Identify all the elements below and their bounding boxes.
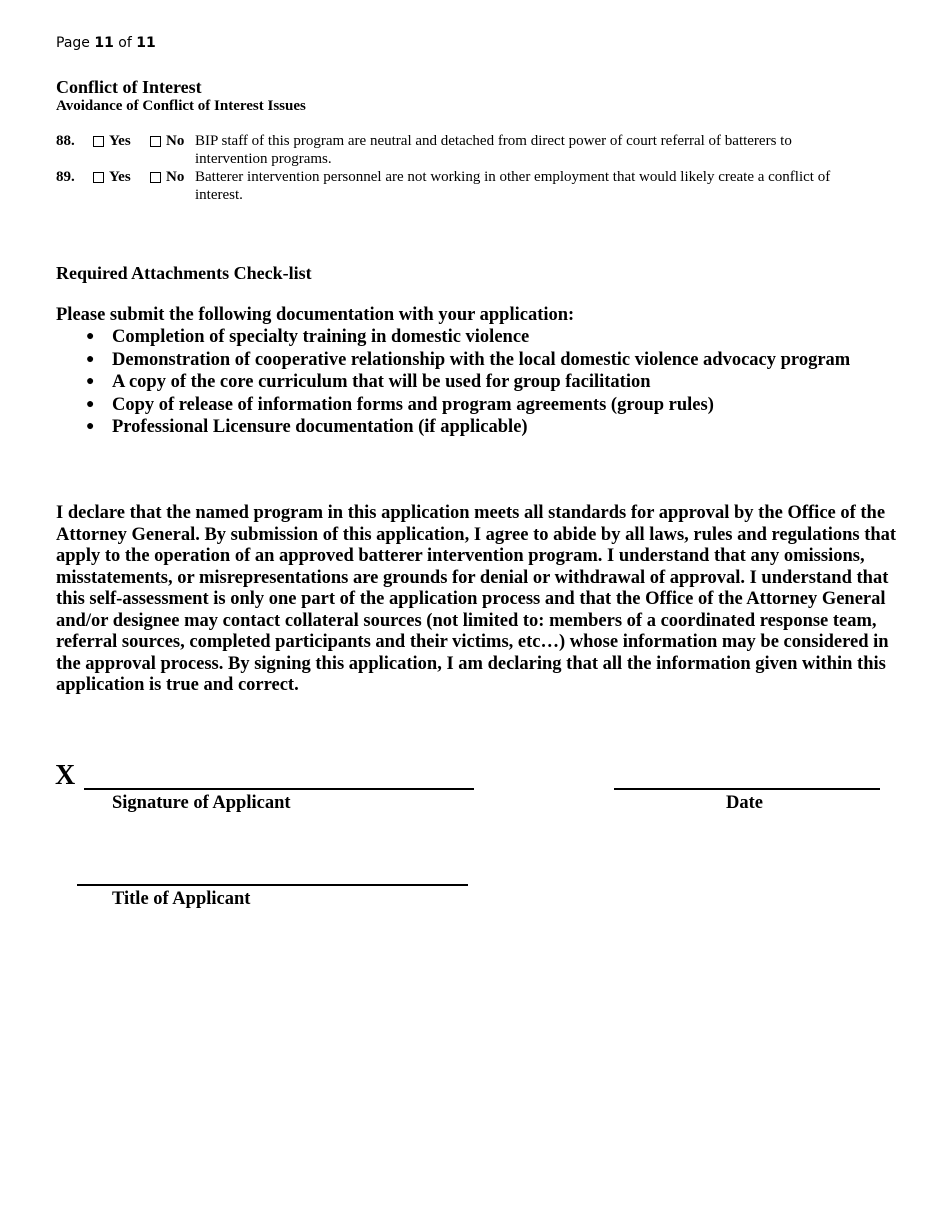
attachments-intro: Please submit the following documentation with your application: <box>56 305 575 325</box>
bullet-icon: ● <box>86 351 95 367</box>
list-item-text: Demonstration of cooperative relationship with the local domestic violence advocacy program <box>112 349 851 370</box>
declaration-paragraph: I declare that the named program in this application meets all standards for approval by the Office of the Attorney General. By submission of this application, I agree to abide by all laws, rules and regulations that apply to the operation of an approved batterer intervention program. I understand that any omissions, misstatements, or misrepresentations are grounds for denial or withdrawal of approval. I understand that this self-assessment is only one part of the application process and that the Office of the Attorney General and/or designee may contact collateral sources (not limited to: members of a coordinated response team, referral sources, completed participants and their victims, etc…) whose information may be considered in the approval process. By signing this application, I am declaring that all the information given within this application is true and correct. <box>56 503 897 695</box>
list-item-text: A copy of the core curriculum that will be used for group facilitation <box>112 372 651 393</box>
page-current: 11 <box>94 35 114 51</box>
section-title: Conflict of Interest <box>56 77 202 97</box>
question-88-yes-option[interactable] <box>93 133 131 150</box>
no-label: No <box>166 169 185 185</box>
bullet-icon: ● <box>86 374 95 390</box>
attachments-title: Required Attachments Check-list <box>56 263 312 283</box>
signature-line[interactable] <box>84 788 474 790</box>
date-line[interactable] <box>614 788 880 790</box>
yes-label: Yes <box>109 133 131 149</box>
question-text: BIP staff of this program are neutral and detached from direct power of court referral of batterers to intervention programs. <box>195 133 792 167</box>
no-checkbox[interactable] <box>150 136 161 147</box>
list-item <box>56 371 850 394</box>
yes-checkbox[interactable] <box>93 136 104 147</box>
title-label: Title of Applicant <box>112 889 251 909</box>
bullet-icon: ● <box>86 329 95 344</box>
signature-x-mark: X <box>55 760 76 791</box>
page-number <box>56 34 156 52</box>
question-number: 89. <box>56 169 75 185</box>
bullet-icon: ● <box>86 419 95 435</box>
no-checkbox[interactable] <box>150 172 161 183</box>
title-line[interactable] <box>77 884 468 886</box>
list-item <box>56 349 850 372</box>
list-item <box>56 416 850 439</box>
list-item-text: Professional Licensure documentation (if applicable) <box>112 417 528 438</box>
page-total: 11 <box>136 35 156 51</box>
list-item <box>56 326 850 349</box>
page-of: of <box>118 35 132 51</box>
question-89-no-option[interactable] <box>150 169 184 186</box>
question-89-yes-option[interactable] <box>93 169 131 186</box>
attachments-list <box>56 326 850 439</box>
bullet-icon: ● <box>86 396 95 412</box>
list-item-text: Completion of specialty training in domestic violence <box>112 327 530 347</box>
question-number: 88. <box>56 133 75 149</box>
date-label: Date <box>726 793 763 813</box>
page-prefix: Page <box>56 35 90 51</box>
no-label: No <box>166 133 185 149</box>
signature-label: Signature of Applicant <box>112 793 291 813</box>
section-subtitle: Avoidance of Conflict of Interest Issues <box>56 98 306 114</box>
question-88-no-option[interactable] <box>150 133 184 150</box>
yes-checkbox[interactable] <box>93 172 104 183</box>
list-item-text: Copy of release of information forms and program agreements (group rules) <box>112 394 714 415</box>
yes-label: Yes <box>109 169 131 185</box>
question-text: Batterer intervention personnel are not working in other employment that would likely create a conflict of interest. <box>195 169 831 203</box>
list-item <box>56 394 850 417</box>
